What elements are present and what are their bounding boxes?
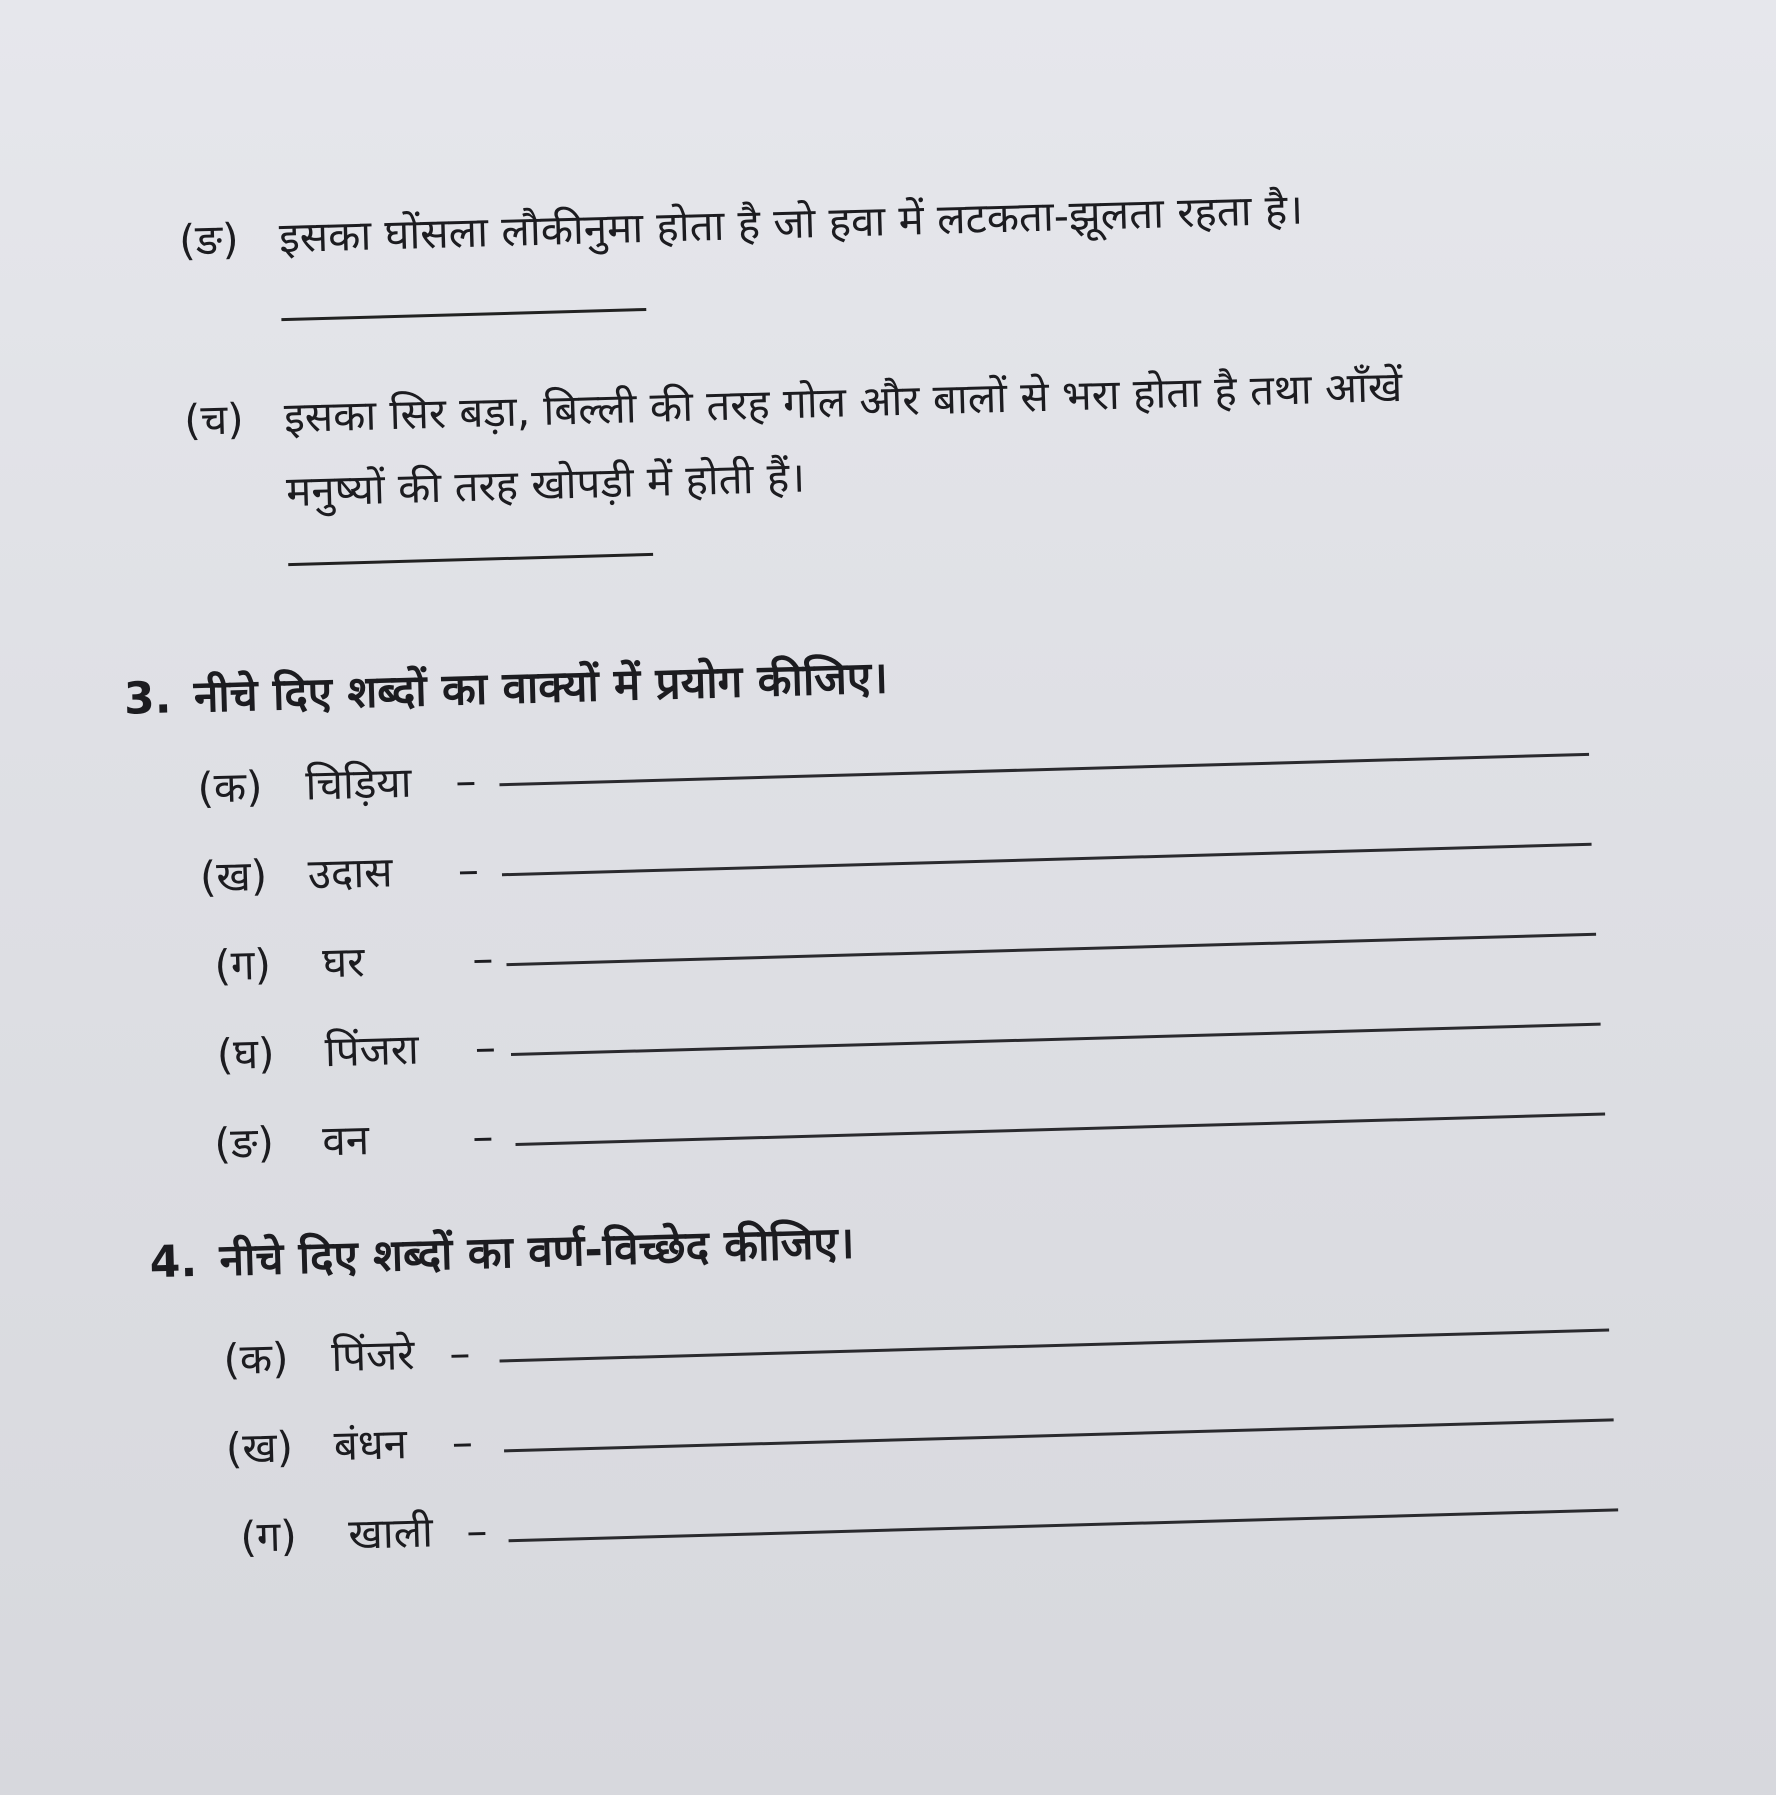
question-4-number: 4. — [148, 1235, 198, 1289]
q3-item-marker: (क) — [196, 761, 264, 813]
q4-item-ga — [240, 1504, 488, 1565]
item-cha-continuation — [285, 451, 805, 519]
q3-item-ga — [214, 932, 494, 994]
q3-item-dash: – — [471, 933, 494, 984]
q3-item-word: पिंजरा — [324, 1024, 420, 1077]
q4-item-kha-write-line[interactable] — [504, 1418, 1614, 1452]
q4-item-word: बंधन — [333, 1419, 408, 1471]
q4-item-dash: – — [448, 1328, 472, 1378]
q3-item-dash: – — [454, 755, 478, 806]
q3-item-dash: – — [471, 1111, 494, 1162]
q3-item-na-write-line[interactable] — [515, 1113, 1605, 1146]
q4-item-dash: – — [451, 1417, 474, 1467]
q3-item-marker: (ग) — [213, 939, 272, 991]
q3-item-ka-write-line[interactable] — [499, 753, 1589, 786]
q3-item-word: वन — [321, 1115, 370, 1166]
item-na-marker: (ङ) — [178, 214, 240, 265]
q4-item-marker: (क) — [222, 1333, 290, 1385]
q3-item-word: चिड़िया — [304, 757, 413, 810]
item-cha-line1: इसका सिर बड़ा, बिल्ली की तरह गोल और बालों से भरा होता है तथा आँखें — [283, 361, 1403, 443]
item-na-answer-blank[interactable] — [281, 308, 646, 321]
q4-item-marker: (ख) — [225, 1422, 294, 1474]
q3-item-kha-write-line[interactable] — [502, 843, 1592, 876]
q3-item-word: उदास — [307, 847, 394, 899]
item-cha-answer-blank[interactable] — [288, 553, 653, 566]
q4-item-word: खाली — [347, 1507, 434, 1559]
question-3-number: 3. — [123, 672, 172, 725]
q3-item-word: घर — [321, 937, 366, 988]
q4-item-ka-write-line[interactable] — [500, 1328, 1610, 1362]
item-na-text: इसका घोंसला लौकीनुमा होता है जो हवा में लटकता-झूलता रहता है। — [278, 184, 1304, 263]
q4-item-kha — [225, 1415, 473, 1476]
q3-item-ka — [197, 754, 477, 816]
question-3-heading — [123, 650, 888, 727]
q3-item-dash: – — [474, 1022, 497, 1073]
q3-item-dash: – — [457, 844, 480, 895]
q3-item-ga-write-line[interactable] — [506, 933, 1596, 966]
q3-item-marker: (घ) — [216, 1028, 276, 1080]
q4-item-ga-write-line[interactable] — [509, 1508, 1619, 1542]
item-cha-marker: (च) — [183, 394, 245, 445]
q4-item-dash: – — [465, 1505, 488, 1556]
question-3-text: नीचे दिए शब्दों का वाक्यों में प्रयोग कीजिए। — [193, 652, 889, 723]
q3-item-na — [214, 1110, 494, 1172]
item-cha-line2: मनुष्यों की तरह खोपड़ी में होती हैं। — [285, 452, 806, 517]
q3-item-kha — [199, 843, 479, 905]
question-4-heading — [149, 1216, 855, 1292]
q3-item-marker: (ङ) — [213, 1117, 275, 1169]
q4-item-ka — [223, 1326, 471, 1387]
q4-item-marker: (ग) — [239, 1511, 298, 1562]
q3-item-marker: (ख) — [199, 850, 268, 902]
q3-item-gha — [216, 1020, 496, 1082]
question-4-text: नीचे दिए शब्दों का वर्ण-विच्छेद कीजिए। — [218, 1217, 856, 1287]
item-cha — [183, 360, 1403, 448]
q3-item-gha-write-line[interactable] — [511, 1023, 1601, 1056]
q4-item-word: पिंजरे — [330, 1329, 416, 1382]
item-na — [178, 183, 1303, 268]
